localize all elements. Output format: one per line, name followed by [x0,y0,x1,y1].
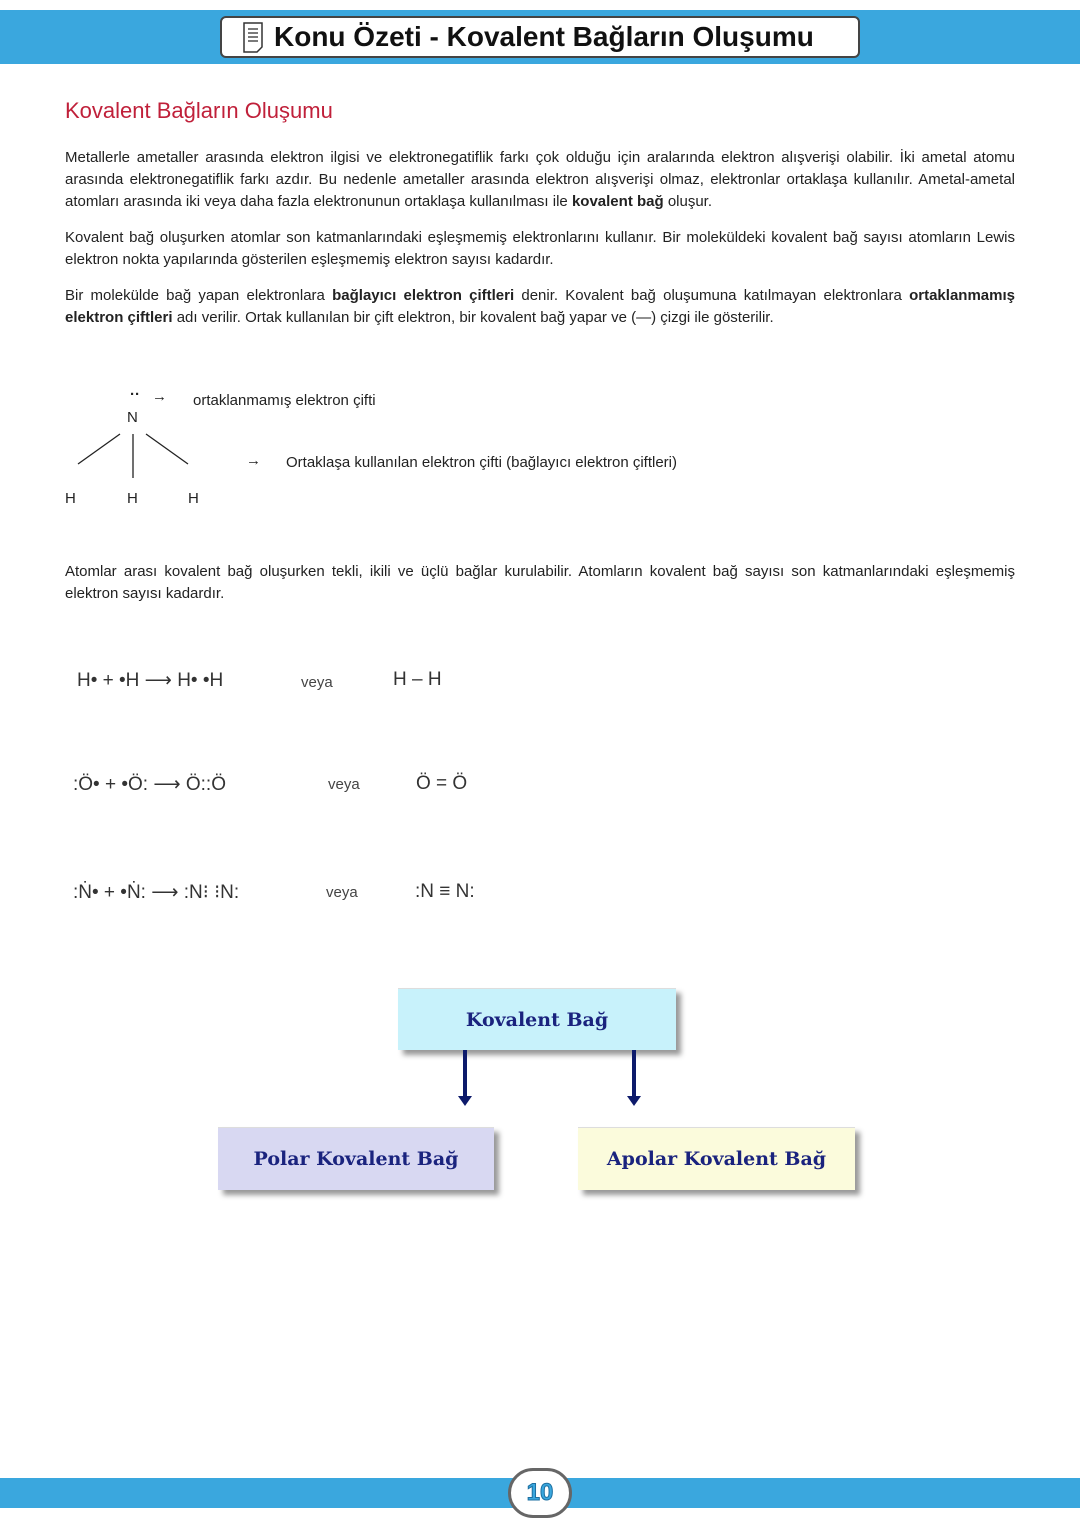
veya-label: veya [301,674,333,691]
paragraph-1: Metallerle ametaller arasında elektron ilgisi ve elektronegatiflik farkı çok olduğu için aralarında elektron alışverişi olabilir. İki ametal atomu arasında elektronegatiflik farkı azdır. Bu nedenle ametaller arasında elektron alışverişi olmaz, elektronlar ortaklaşa kullanılır. Ametal-ametal atomları arasında iki veya daha fazla elektronunun ortaklaşa kullanılması ile kovalent bağ oluşur. [65,149,1015,210]
label-shared-pair: Ortaklaşa kullanılan elektron çifti (bağlayıcı elektron çiftleri) [286,454,677,471]
section-title: Kovalent Bağların Oluşumu [65,98,333,123]
equation-lhs: :Ö• + •Ö: ⟶ Ö::Ö [73,774,226,795]
paragraph-2: Kovalent bağ oluşurken atomlar son katmanlarındaki eşleşmemiş elektronlarını kullanır. Bir moleküldeki kovalent bağ sayısı atomların Lewis elektron nokta yapılarında gösterilen eşleşmemiş elektron sayısı kadardır. [65,229,1015,268]
paragraph-4: Atomlar arası kovalent bağ oluşurken tekli, ikili ve üçlü bağlar kurulabilir. Atomların kovalent bağ sayısı son katmanlarındaki eşleşmemiş elektron sayısı kadardır. [65,563,1015,602]
page-number: 10 [508,1468,572,1518]
equation-rhs: Ö = Ö [416,773,468,794]
bond-lines [70,430,195,482]
arrow-down-icon [632,1050,636,1098]
atom-h: H [127,490,138,507]
page-title: Konu Özeti - Kovalent Bağların Oluşumu [274,21,814,52]
header-title-box [220,16,860,58]
veya-label: veya [326,884,358,901]
diagram-apolar-kovalent-bag: Apolar Kovalent Bağ [578,1127,855,1190]
equation-rhs: H – H [393,669,442,690]
document-icon [242,21,264,53]
equation-lhs: :Ṅ• + •Ṅ: ⟶ :N⁝ ⁝N: [73,882,240,903]
equation-lhs: H• + •H ⟶ H• •H [77,670,224,691]
paragraph-3: Bir molekülde bağ yapan elektronlara bağlayıcı elektron çiftleri denir. Kovalent bağ oluşumuna katılmayan elektronlara ortaklanmamış elektron çiftleri adı verilir. Ortak kullanılan bir çift elektron, bir kovalent bağ yapar ve (—) çizgi ile gösterilir. [65,287,1015,326]
diagram-polar-kovalent-bag: Polar Kovalent Bağ [218,1127,494,1190]
label-unshared-pair: ortaklanmamış elektron çifti [193,392,376,409]
atom-h: H [65,490,76,507]
equation-rhs: :N ≡ N: [415,881,475,902]
arrow-icon: → [152,388,167,405]
arrow-down-icon [463,1050,467,1098]
lone-pair: ·· [130,386,140,403]
atom-n: N [127,409,138,426]
diagram-root-kovalent-bag: Kovalent Bağ [398,988,676,1050]
arrow-icon: → [246,452,261,469]
atom-h: H [188,490,199,507]
veya-label: veya [328,776,360,793]
